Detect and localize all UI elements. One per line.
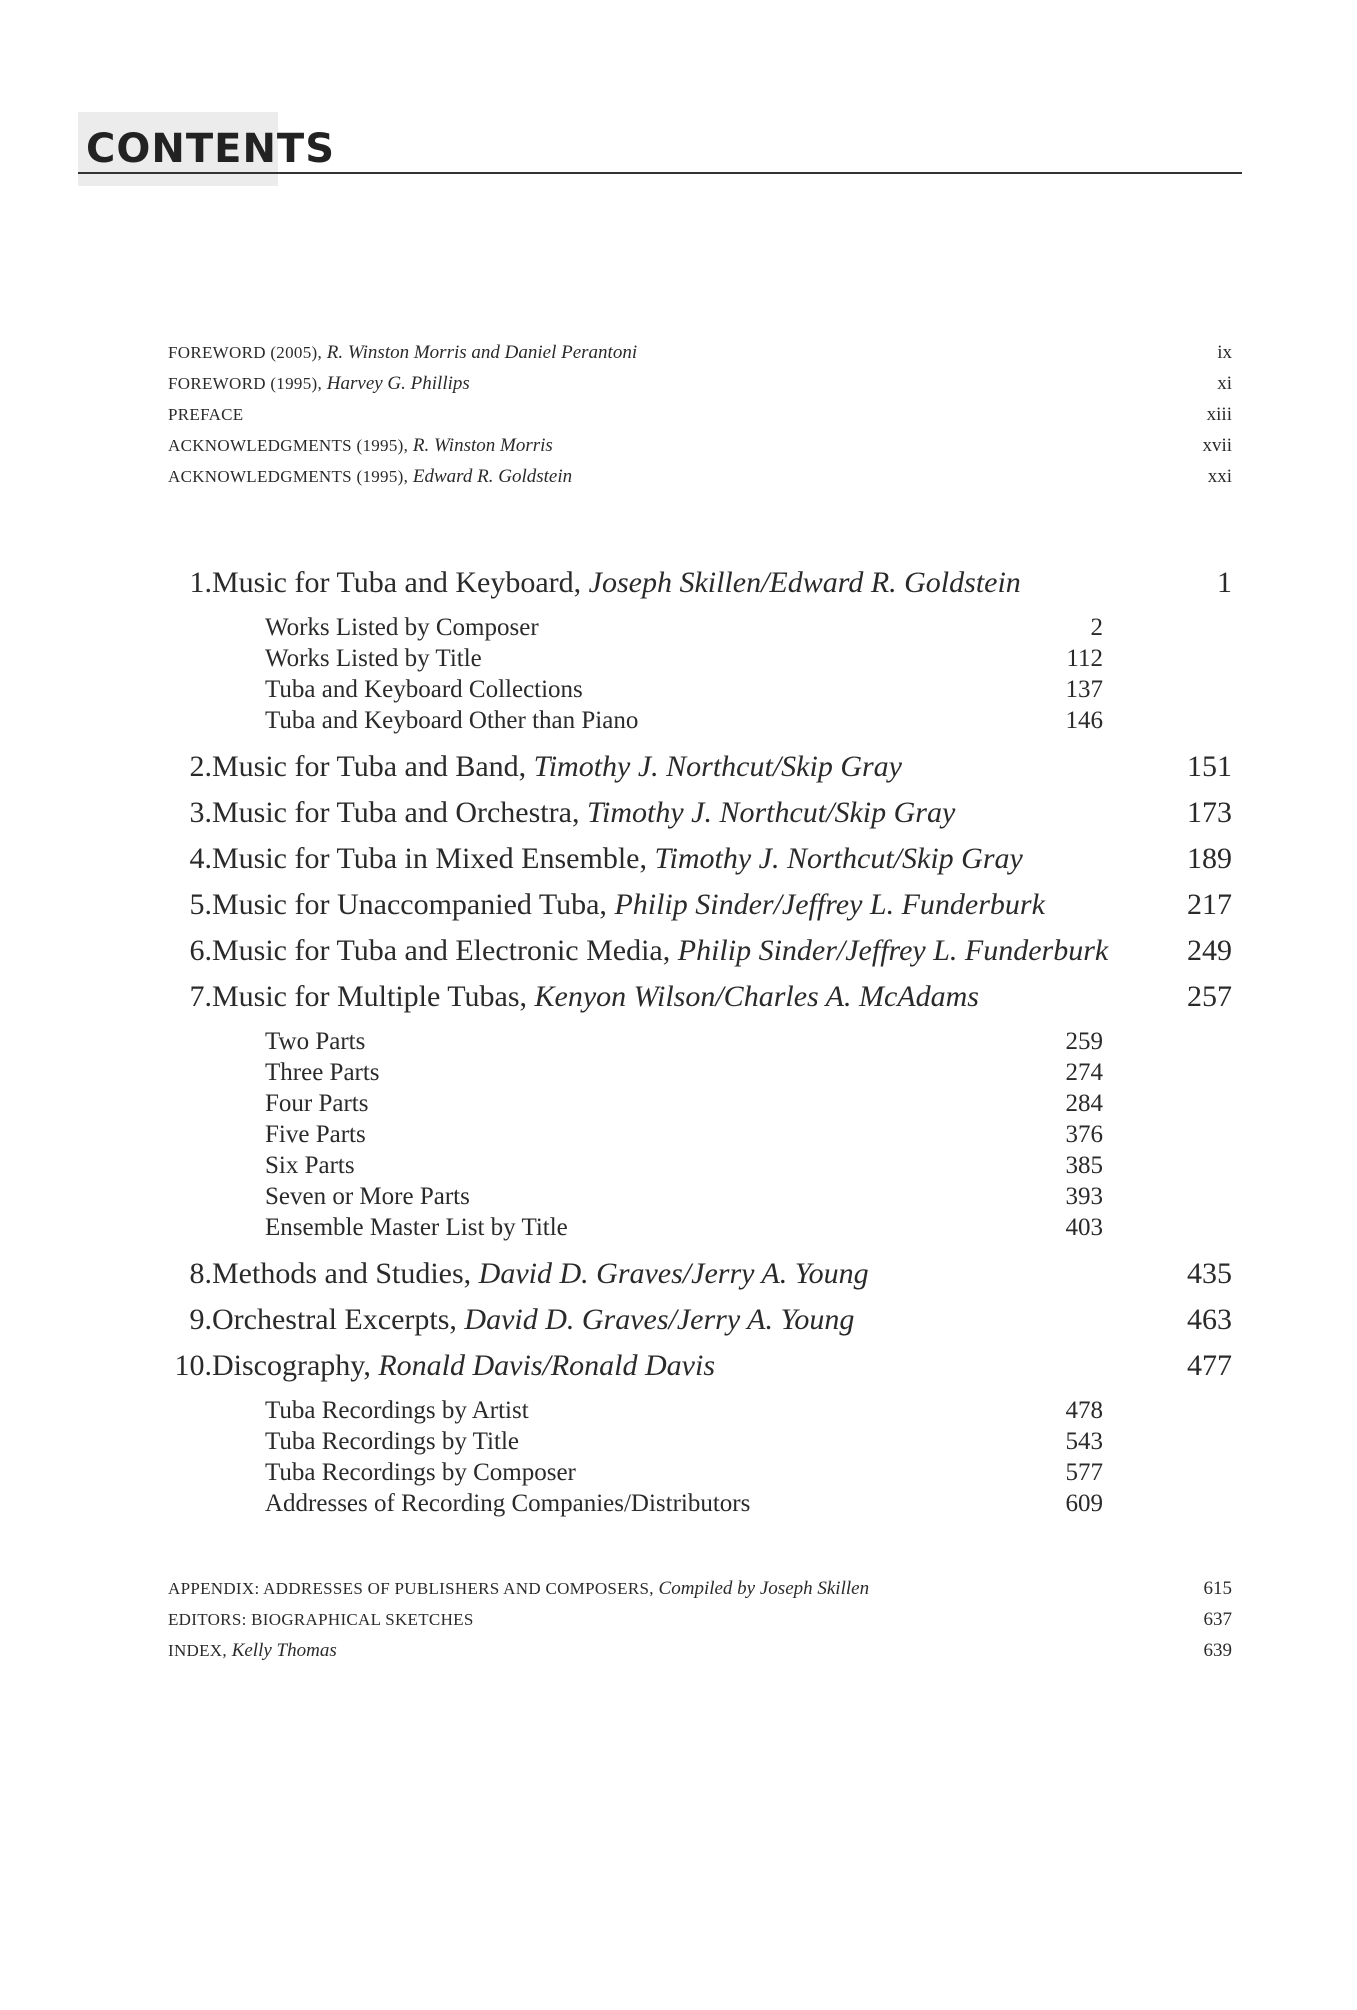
chapter-heading <box>212 560 1021 606</box>
entry-page-number: ix <box>1217 342 1232 363</box>
entry-author: Harvey G. Phillips <box>326 373 470 394</box>
subsection-page-number: 2 <box>1090 614 1103 641</box>
chapter-author: Philip Sinder/Jeffrey L. Funderburk <box>614 888 1045 921</box>
chapter-title: Discography, <box>212 1349 371 1382</box>
chapter-author: David D. Graves/Jerry A. Young <box>464 1303 855 1336</box>
subsection-title: Tuba Recordings by Composer <box>265 1459 576 1486</box>
chapter-author: Timothy J. Northcut/Skip Gray <box>586 796 956 829</box>
page-title: CONTENTS <box>86 126 336 172</box>
chapter-entry <box>168 790 1232 836</box>
subsection-entry <box>265 612 1103 643</box>
chapter-title: Music for Unaccompanied Tuba, <box>212 888 607 921</box>
subsection-page-number: 112 <box>1066 645 1103 672</box>
chapter-number: 8. <box>189 1257 212 1290</box>
subsection-entry <box>265 1088 1103 1119</box>
chapter-number: 4. <box>189 842 212 875</box>
entry-author: Kelly Thomas <box>231 1640 337 1661</box>
chapter-title: Music for Tuba and Keyboard, <box>212 566 582 599</box>
chapter-entry <box>168 1251 1232 1297</box>
entry-label: FOREWORD (1995), <box>168 374 323 393</box>
entry-author: Compiled by Joseph Skillen <box>658 1578 870 1599</box>
entry-page-number: 637 <box>1203 1609 1232 1630</box>
front-matter-entry <box>168 337 1232 368</box>
entry-label: ACKNOWLEDGMENTS (1995), <box>168 436 409 455</box>
subsection-title: Seven or More Parts <box>265 1183 470 1210</box>
chapter-entry <box>168 882 1232 928</box>
chapter-number: 9. <box>189 1303 212 1336</box>
subsection-entry <box>265 1395 1103 1426</box>
back-matter-entry <box>168 1573 1232 1604</box>
subsection-entry <box>265 1119 1103 1150</box>
front-matter-entry <box>168 368 1232 399</box>
chapter-page-number: 249 <box>1187 934 1232 967</box>
chapter-entry <box>168 1343 1232 1389</box>
back-matter-entry <box>168 1604 1232 1635</box>
subsection-page-number: 478 <box>1065 1397 1103 1424</box>
subsection-title: Ensemble Master List by Title <box>265 1214 568 1241</box>
front-matter-list <box>168 337 1232 492</box>
entry-author: Edward R. Goldstein <box>412 466 573 487</box>
subsection-page-number: 385 <box>1065 1152 1103 1179</box>
subsection-title: Tuba Recordings by Artist <box>265 1397 529 1424</box>
subsection-list <box>265 606 1103 744</box>
chapter-heading <box>212 928 1108 974</box>
chapter-list <box>168 560 1232 1527</box>
subsection-title: Three Parts <box>265 1059 380 1086</box>
chapter-page-number: 1 <box>1217 566 1232 599</box>
subsection-page-number: 146 <box>1065 707 1103 734</box>
chapter-entry <box>168 928 1232 974</box>
subsection-entry <box>265 1150 1103 1181</box>
entry-page-number: xvii <box>1202 435 1232 456</box>
entry-author: R. Winston Morris <box>412 435 553 456</box>
subsection-page-number: 393 <box>1065 1183 1103 1210</box>
entry-page-number: xi <box>1217 373 1232 394</box>
chapter-heading <box>212 836 1023 882</box>
subsection-title: Five Parts <box>265 1121 366 1148</box>
chapter-entry <box>168 1297 1232 1343</box>
subsection-entry <box>265 705 1103 736</box>
chapter-page-number: 463 <box>1187 1303 1232 1336</box>
chapter-author: Philip Sinder/Jeffrey L. Funderburk <box>677 934 1109 967</box>
subsection-page-number: 609 <box>1065 1490 1103 1517</box>
chapter-number: 6. <box>189 934 212 967</box>
chapter-page-number: 477 <box>1187 1349 1232 1382</box>
chapter-page-number: 173 <box>1187 796 1232 829</box>
entry-label: INDEX, <box>168 1641 227 1660</box>
chapter-number: 5. <box>189 888 212 921</box>
chapter-entry <box>168 974 1232 1020</box>
subsection-entry <box>265 674 1103 705</box>
chapter-number: 7. <box>189 980 212 1013</box>
chapter-page-number: 189 <box>1187 842 1232 875</box>
chapter-entry <box>168 836 1232 882</box>
entry-label: EDITORS: BIOGRAPHICAL SKETCHES <box>168 1610 474 1629</box>
subsection-page-number: 403 <box>1065 1214 1103 1241</box>
entry-page-number: 639 <box>1203 1640 1232 1661</box>
subsection-page-number: 376 <box>1065 1121 1103 1148</box>
chapter-author: Joseph Skillen/Edward R. Goldstein <box>588 566 1021 599</box>
chapter-number: 10. <box>174 1349 212 1382</box>
subsection-entry <box>265 1212 1103 1243</box>
subsection-entry <box>265 1457 1103 1488</box>
back-matter-entry <box>168 1635 1232 1666</box>
chapter-title: Music for Tuba in Mixed Ensemble, <box>212 842 647 875</box>
chapter-page-number: 217 <box>1187 888 1232 921</box>
chapter-title: Music for Multiple Tubas, <box>212 980 528 1013</box>
subsection-entry <box>265 1057 1103 1088</box>
subsection-title: Works Listed by Title <box>265 645 482 672</box>
chapter-heading <box>212 744 902 790</box>
entry-page-number: xxi <box>1207 466 1232 487</box>
chapter-entry <box>168 560 1232 606</box>
subsection-page-number: 577 <box>1065 1459 1103 1486</box>
entry-page-number: xiii <box>1206 404 1232 425</box>
subsection-entry <box>265 1426 1103 1457</box>
subsection-title: Six Parts <box>265 1152 355 1179</box>
chapter-page-number: 151 <box>1187 750 1232 783</box>
chapter-title: Music for Tuba and Band, <box>212 750 527 783</box>
subsection-page-number: 137 <box>1065 676 1103 703</box>
chapter-author: Timothy J. Northcut/Skip Gray <box>654 842 1023 875</box>
subsection-entry <box>265 1181 1103 1212</box>
entry-label: FOREWORD (2005), <box>168 343 323 362</box>
chapter-page-number: 257 <box>1187 980 1232 1013</box>
subsection-page-number: 284 <box>1065 1090 1103 1117</box>
front-matter-entry <box>168 461 1232 492</box>
entry-label: APPENDIX: ADDRESSES OF PUBLISHERS AND COMPOSERS, <box>168 1579 654 1598</box>
chapter-number: 1. <box>189 566 212 599</box>
chapter-title: Methods and Studies, <box>212 1257 472 1290</box>
entry-label: ACKNOWLEDGMENTS (1995), <box>168 467 409 486</box>
subsection-entry <box>265 643 1103 674</box>
entry-page-number: 615 <box>1203 1578 1232 1599</box>
entry-label: PREFACE <box>168 405 244 424</box>
subsection-title: Tuba Recordings by Title <box>265 1428 519 1455</box>
front-matter-entry <box>168 399 1232 430</box>
chapter-heading <box>212 1343 715 1389</box>
chapter-author: Timothy J. Northcut/Skip Gray <box>533 750 902 783</box>
subsection-title: Tuba and Keyboard Other than Piano <box>265 707 639 734</box>
chapter-heading <box>212 1297 854 1343</box>
chapter-heading <box>212 882 1045 928</box>
subsection-title: Works Listed by Composer <box>265 614 539 641</box>
subsection-title: Tuba and Keyboard Collections <box>265 676 583 703</box>
chapter-heading <box>212 974 979 1020</box>
subsection-title: Four Parts <box>265 1090 369 1117</box>
chapter-title: Orchestral Excerpts, <box>212 1303 457 1336</box>
subsection-title: Two Parts <box>265 1028 366 1055</box>
chapter-title: Music for Tuba and Electronic Media, <box>212 934 671 967</box>
subsection-list <box>265 1389 1103 1527</box>
subsection-page-number: 274 <box>1065 1059 1103 1086</box>
chapter-author: Kenyon Wilson/Charles A. McAdams <box>534 980 979 1013</box>
chapter-entry <box>168 744 1232 790</box>
subsection-list <box>265 1020 1103 1251</box>
subsection-page-number: 543 <box>1065 1428 1103 1455</box>
entry-author: R. Winston Morris and Daniel Perantoni <box>326 342 638 363</box>
subsection-entry <box>265 1488 1103 1519</box>
subsection-page-number: 259 <box>1065 1028 1103 1055</box>
chapter-number: 3. <box>189 796 212 829</box>
subsection-title: Addresses of Recording Companies/Distributors <box>265 1490 751 1517</box>
chapter-author: Ronald Davis/Ronald Davis <box>378 1349 715 1382</box>
chapter-heading <box>212 1251 869 1297</box>
subsection-entry <box>265 1026 1103 1057</box>
chapter-author: David D. Graves/Jerry A. Young <box>478 1257 869 1290</box>
chapter-heading <box>212 790 955 836</box>
front-matter-entry <box>168 430 1232 461</box>
chapter-page-number: 435 <box>1187 1257 1232 1290</box>
heading-rule <box>78 172 1242 174</box>
chapter-title: Music for Tuba and Orchestra, <box>212 796 580 829</box>
chapter-number: 2. <box>189 750 212 783</box>
back-matter-list <box>168 1573 1232 1666</box>
